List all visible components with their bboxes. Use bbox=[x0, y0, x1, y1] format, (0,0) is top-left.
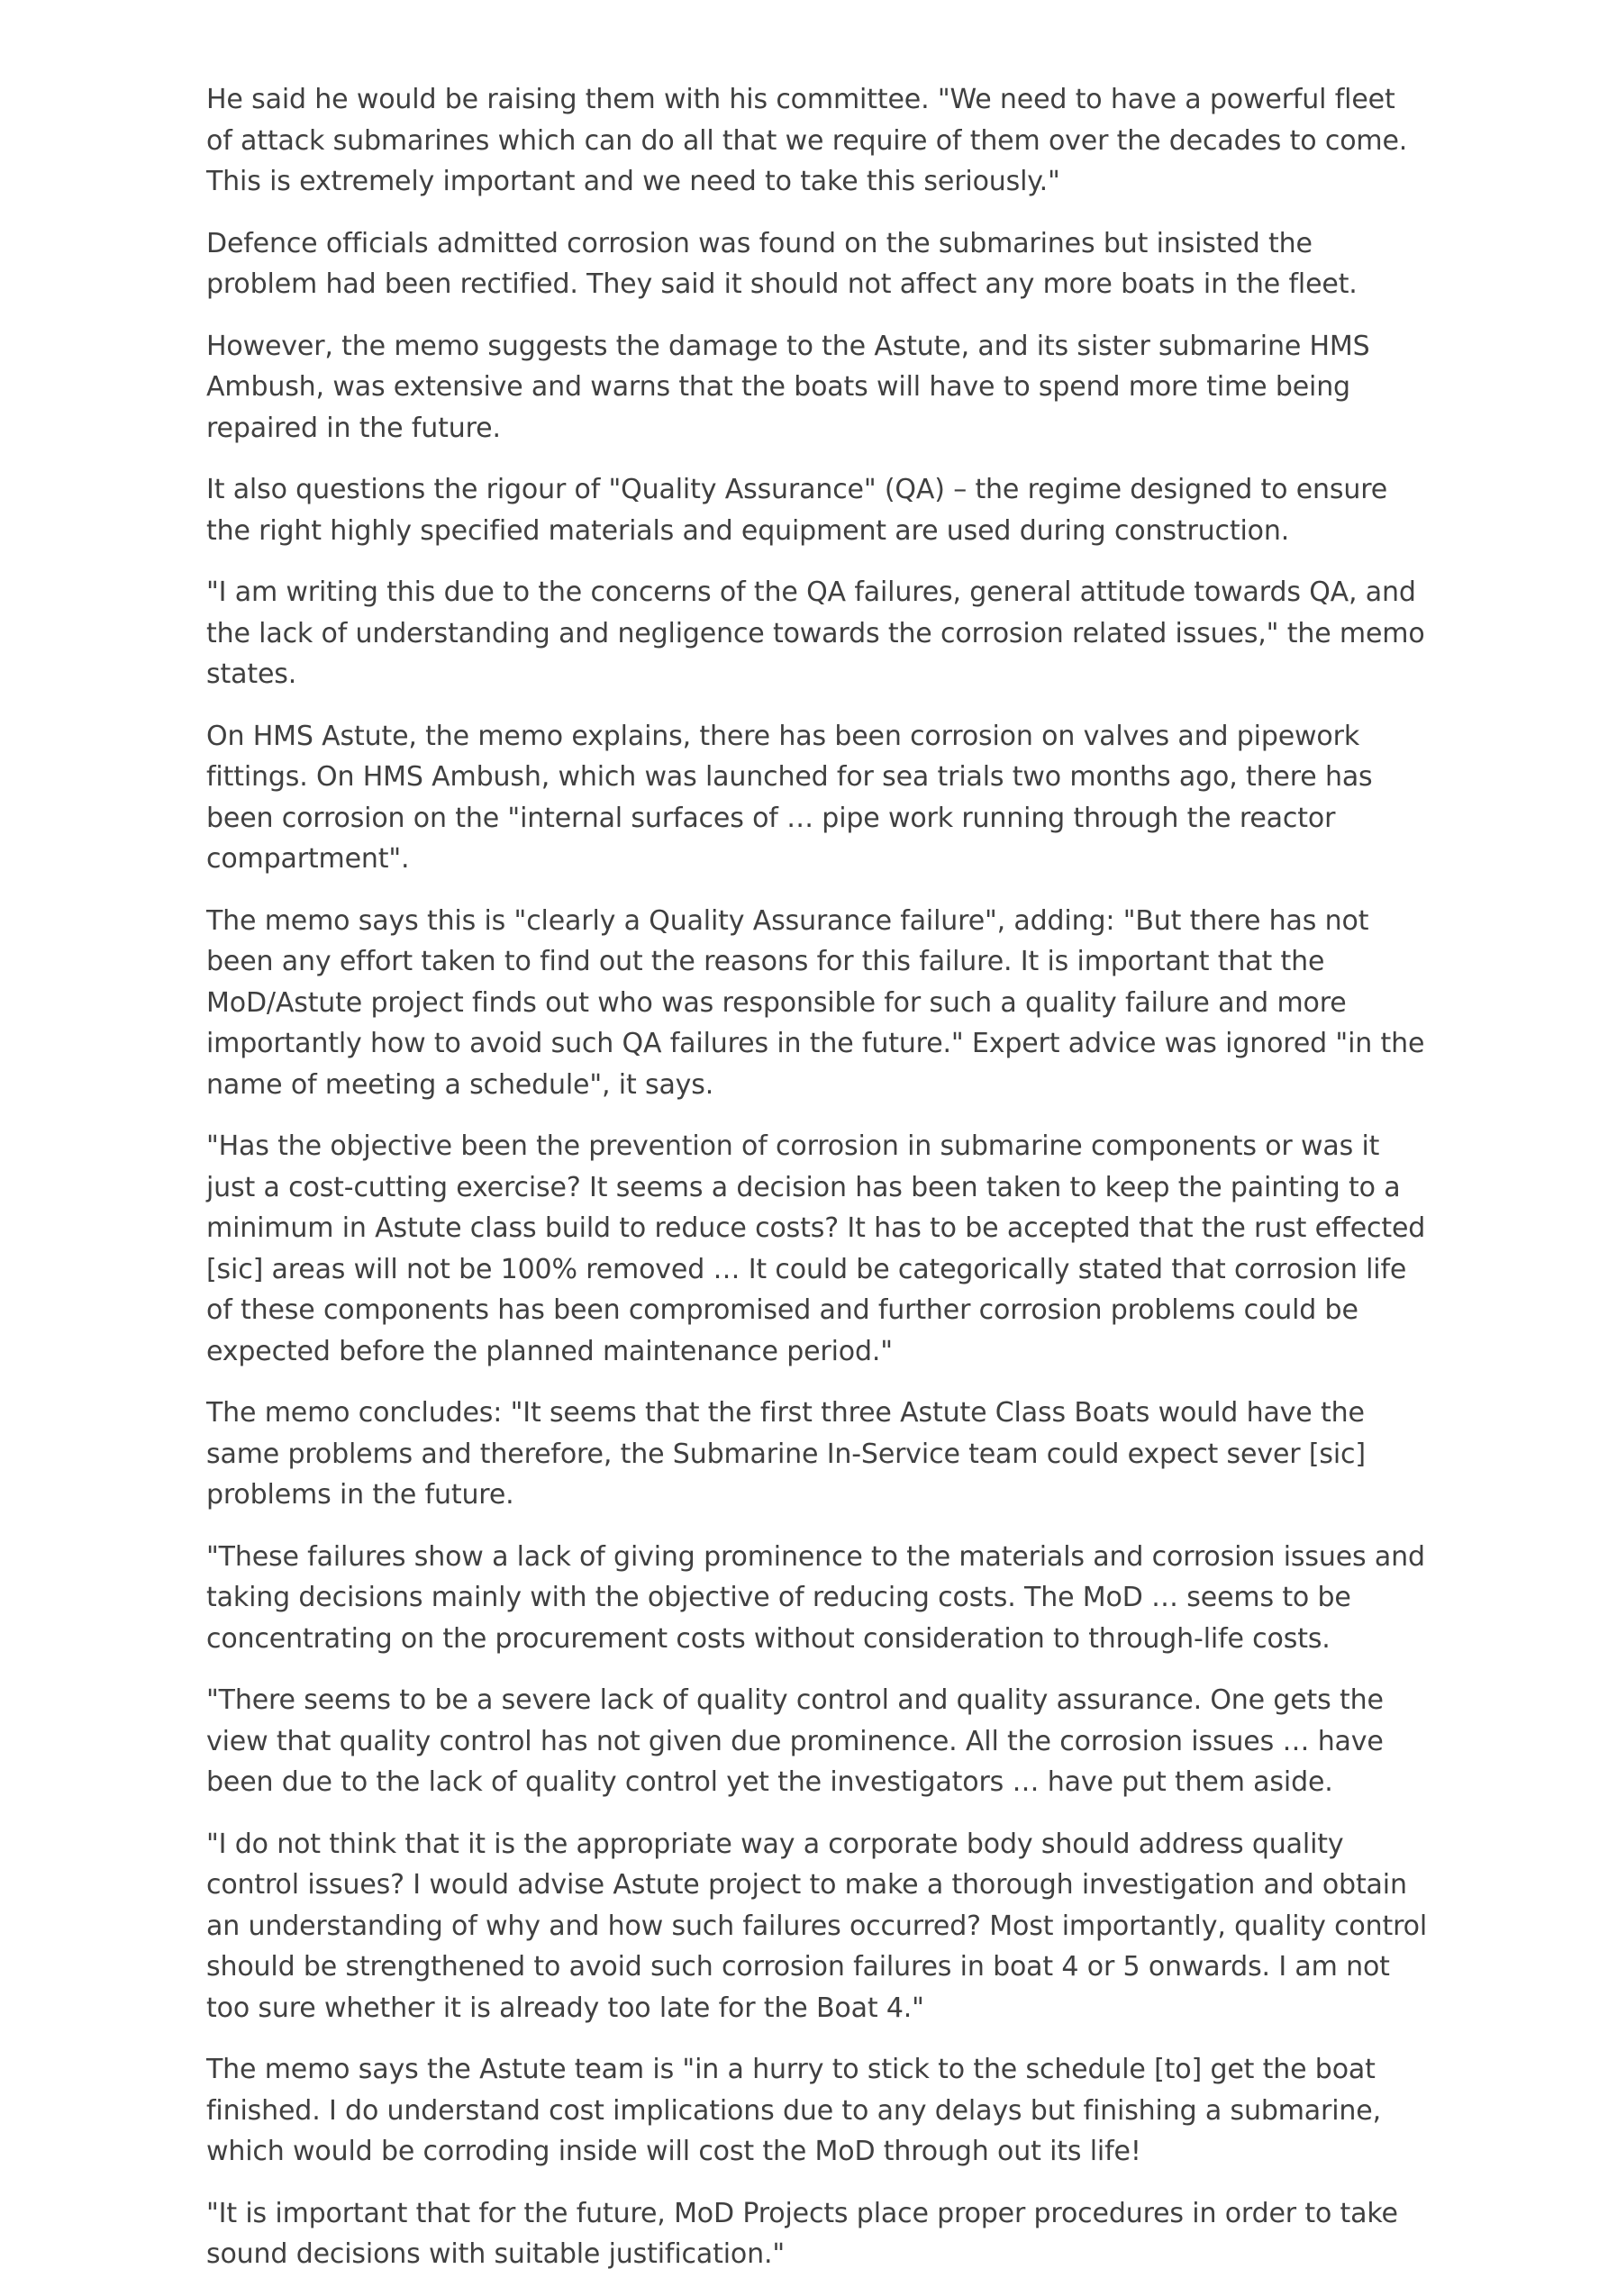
paragraph: "There seems to be a severe lack of quality control and quality assurance. One gets the view that quality control has not given due prominence. All the corrosion issues … have been due to the lack of quality control yet the investigators … have put them aside. bbox=[206, 1684, 1384, 1798]
paragraph: The memo says this is "clearly a Quality Assurance failure", adding: "But there has not been any effort taken to find out the reasons for this failure. It is important that the MoD/Astute project finds out who was responsible for such a quality failure and more importantly how to avoid such QA failures in the future." Expert advice was ignored "in the name of meeting a schedule", it says. bbox=[206, 904, 1425, 1101]
paragraph: Defence officials admitted corrosion was found on the submarines but insisted the problem had been rectified. They said it should not affect any more boats in the fleet. bbox=[206, 227, 1358, 300]
paragraph: However, the memo suggests the damage to the Astute, and its sister submarine HMS Ambush, was extensive and warns that the boats will have to spend more time being repaired in the future. bbox=[206, 330, 1370, 444]
paragraph: On HMS Astute, the memo explains, there has been corrosion on valves and pipework fittings. On HMS Ambush, which was launched for sea trials two months ago, there has been corrosion on the "internal surfaces of … pipe work running through the reactor compartment". bbox=[206, 720, 1373, 875]
paragraph: "It is important that for the future, MoD Projects place proper procedures in order to take sound decisions with suitable justification." bbox=[206, 2197, 1398, 2270]
paragraph: The memo says the Astute team is "in a hurry to stick to the schedule [to] get the boat finished. I do understand cost implications due to any delays but finishing a submarine, which would be corroding inside will cost the MoD through out its life! bbox=[206, 2054, 1381, 2167]
paragraph: "I do not think that it is the appropriate way a corporate body should address quality control issues? I would advise Astute project to make a thorough investigation and obtain an understanding of why and how such failures occurred? Most importantly, quality control should be strengthened to avoid such corrosion failures in boat 4 or 5 onwards. I am not too sure whether it is already too late for the Boat 4." bbox=[206, 1828, 1428, 2024]
paragraph: "Has the objective been the prevention of corrosion in submarine components or was it just a cost-cutting exercise? It seems a decision has been taken to keep the painting to a minimum in Astute class build to reduce costs? It has to be accepted that the rust effected [sic] areas will not be 100% removed … It could be categorically stated that corrosion life of these components has been compromised and further corrosion problems could be expected before the planned maintenance period." bbox=[206, 1130, 1426, 1367]
paragraph: It also questions the rigour of "Quality Assurance" (QA) – the regime designed to ensure the right highly specified materials and equipment are used during construction. bbox=[206, 474, 1388, 547]
paragraph: "These failures show a lack of giving prominence to the materials and corrosion issues and taking decisions mainly with the objective of reducing costs. The MoD … seems to be concentrating on the procurement costs without consideration to through-life costs. bbox=[206, 1540, 1425, 1655]
paragraph: He said he would be raising them with his committee. "We need to have a powerful fleet of attack submarines which can do all that we require of them over the decades to come. This is extremely important and we need to take this seriously." bbox=[206, 84, 1408, 197]
paragraph: "I am writing this due to the concerns of the QA failures, general attitude towards QA, and the lack of understanding and negligence towards the corrosion related issues," the memo states. bbox=[206, 576, 1425, 690]
paragraph: The memo concludes: "It seems that the first three Astute Class Boats would have the same problems and therefore, the Submarine In-Service team could expect sever [sic] problems in the future. bbox=[206, 1397, 1366, 1511]
article-body bbox=[206, 79, 1428, 2296]
